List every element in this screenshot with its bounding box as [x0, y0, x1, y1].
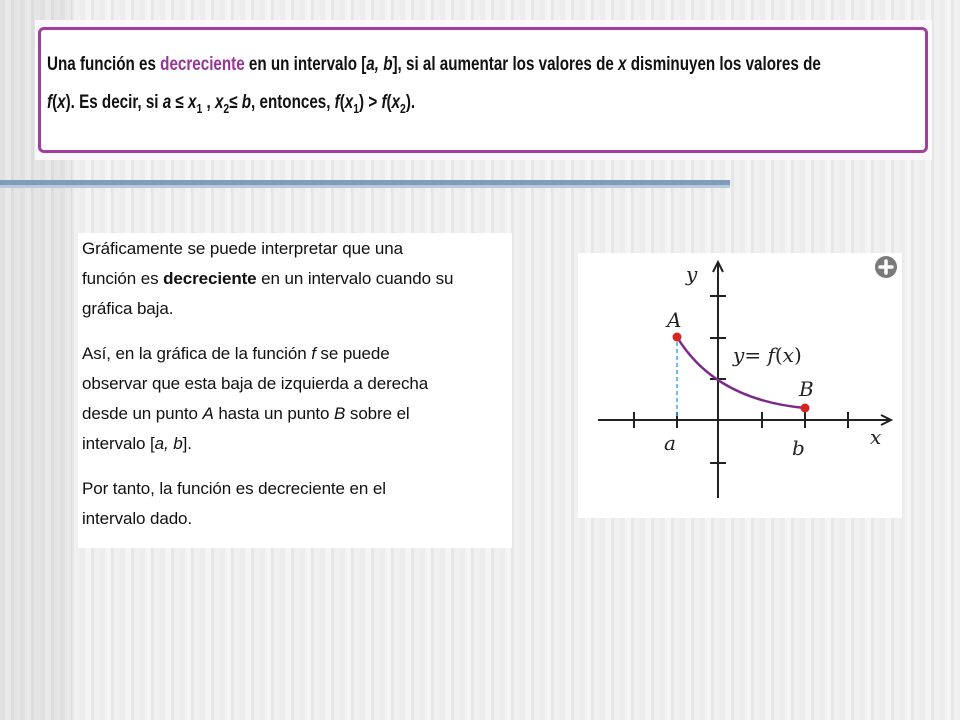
definition-line-1	[47, 46, 821, 84]
math-variable: a, b	[366, 54, 393, 75]
math-variable: B	[334, 404, 346, 423]
definition-text-fragment: ) >	[359, 92, 382, 113]
math-subscript: 1	[196, 101, 203, 116]
function-label-part: x	[782, 343, 794, 367]
interval-end-label: b	[792, 436, 805, 460]
text-line	[82, 264, 508, 294]
math-variable: f	[47, 92, 53, 113]
explanation-paragraph-3	[82, 474, 508, 534]
text-fragment: ].	[182, 434, 192, 453]
function-label-part: (	[774, 343, 783, 367]
graph-panel	[578, 253, 902, 518]
definition-text-fragment: en un intervalo [	[244, 54, 367, 75]
math-variable: x	[188, 92, 197, 113]
point-a	[673, 333, 682, 342]
math-variable: f	[334, 92, 340, 113]
text-fragment: gráfica baja.	[82, 299, 174, 318]
function-label-part: =	[744, 343, 768, 367]
definition-text-fragment: disminuyen los valores de	[626, 54, 821, 75]
math-variable: a, b	[154, 434, 183, 453]
definition-text-fragment: (	[339, 92, 345, 113]
function-label-part: f	[767, 343, 775, 367]
math-subscript: 2	[400, 101, 406, 116]
text-fragment: Por tanto, la función es decreciente en el	[82, 479, 386, 498]
text-fragment: Así, en la gráfica de la función	[82, 344, 312, 363]
point-b	[801, 404, 810, 413]
math-variable: a	[162, 92, 172, 113]
definition-text	[47, 46, 821, 122]
y-axis-label: y	[686, 262, 698, 286]
text-fragment: Gráficamente se puede interpretar que una	[82, 239, 403, 258]
definition-keyword: decreciente	[160, 54, 245, 75]
math-variable: f	[311, 344, 316, 363]
math-variable: A	[202, 404, 214, 423]
text-fragment: intervalo [	[82, 434, 155, 453]
text-fragment: función es	[82, 269, 164, 288]
definition-text-fragment: , entonces,	[251, 92, 335, 113]
text-line	[82, 234, 508, 264]
point-a-label: A	[667, 308, 682, 332]
math-variable: x	[618, 54, 627, 75]
text-line	[82, 429, 508, 459]
math-subscript: 2	[223, 101, 230, 116]
math-variable: x	[214, 92, 224, 113]
definition-text-fragment: ,	[202, 92, 215, 113]
zoom-in-icon[interactable]	[875, 256, 897, 278]
definition-text-fragment: (	[52, 92, 58, 113]
text-fragment: en un intervalo cuando su	[256, 269, 454, 288]
text-fragment: sobre el	[345, 404, 410, 423]
math-variable: f	[381, 92, 387, 113]
text-line	[82, 339, 508, 369]
interval-start-label: a	[664, 431, 676, 455]
keyword-decreciente: decreciente	[163, 269, 257, 288]
decreasing-function-graph	[578, 253, 902, 518]
math-subscript: 1	[353, 101, 360, 116]
text-fragment: desde un punto	[82, 404, 203, 423]
definition-text-fragment: ≤	[171, 92, 189, 113]
function-label-part: )	[793, 343, 802, 367]
explanation-paragraph-1	[82, 234, 508, 324]
text-line	[82, 399, 508, 429]
text-line	[82, 294, 508, 324]
math-variable: x	[344, 92, 354, 113]
definition-text-fragment: ], si al aumentar los valores de	[392, 54, 619, 75]
text-line	[82, 504, 508, 534]
text-fragment: hasta un punto	[213, 404, 335, 423]
point-b-label: B	[799, 377, 814, 401]
function-label-part: y	[733, 343, 745, 367]
text-fragment: intervalo dado.	[82, 509, 193, 528]
text-line	[82, 369, 508, 399]
definition-text-fragment: Una función es	[47, 54, 161, 75]
x-axis-label: x	[870, 425, 882, 449]
section-divider	[0, 180, 730, 188]
explanation-paragraph-2	[82, 339, 508, 459]
explanation-panel	[78, 233, 512, 548]
definition-text-fragment: ).	[405, 92, 416, 113]
math-variable: b	[241, 92, 252, 113]
function-label	[732, 343, 802, 367]
definition-text-fragment: ≤	[229, 92, 242, 113]
math-variable: x	[391, 92, 401, 113]
definition-text-fragment: ). Es decir, si	[65, 92, 163, 113]
text-fragment: observar que esta baja de izquierda a derecha	[82, 374, 429, 393]
definition-text-fragment: (	[386, 92, 392, 113]
definition-box	[35, 20, 932, 160]
text-fragment: se puede	[315, 344, 390, 363]
math-variable: x	[57, 92, 66, 113]
text-line	[82, 474, 508, 504]
definition-line-2	[47, 84, 821, 122]
